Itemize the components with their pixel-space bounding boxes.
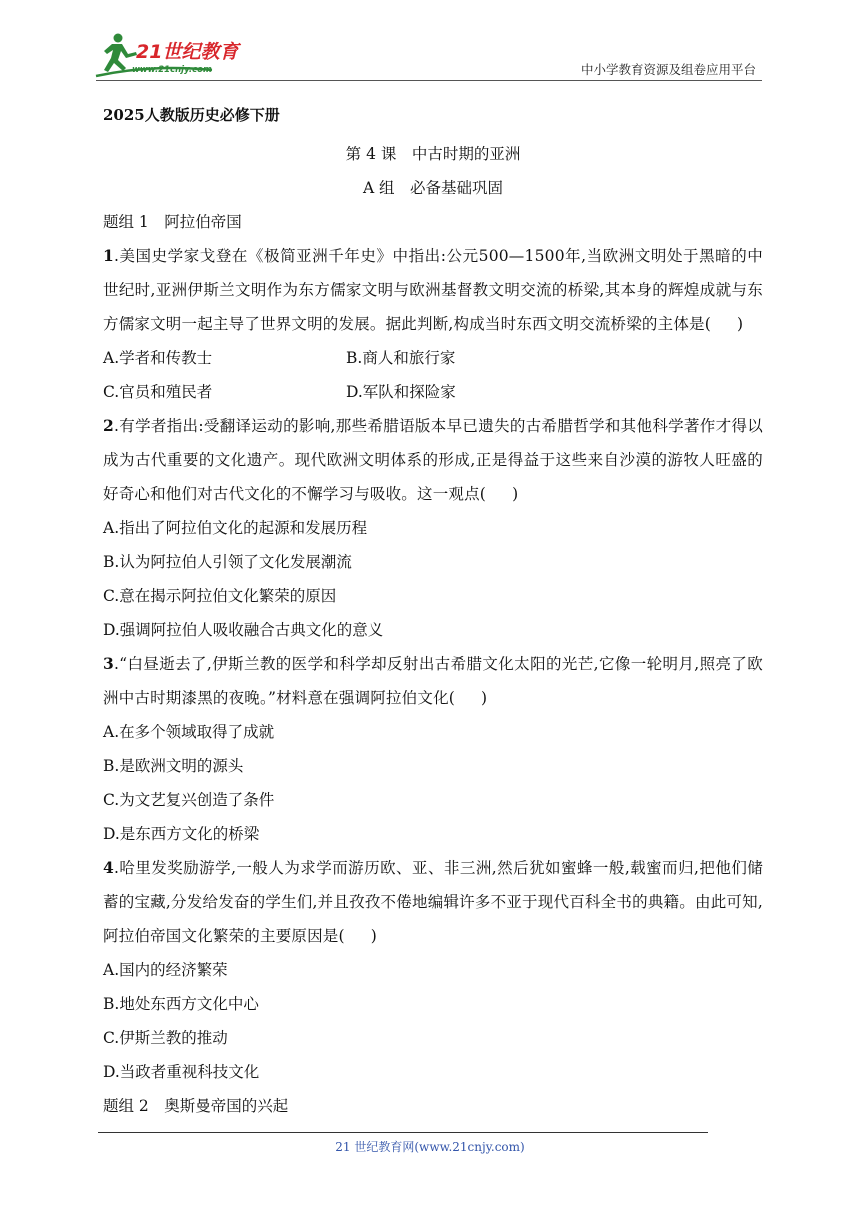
document-body [103, 101, 763, 1123]
section-title: 题组 2 奥斯曼帝国的兴起 [103, 1097, 289, 1115]
option-b[interactable]: B.认为阿拉伯人引领了文化发展潮流 [103, 553, 352, 571]
option-d[interactable]: D.是东西方文化的桥梁 [103, 825, 260, 843]
option-d[interactable]: D.强调阿拉伯人吸收融合古典文化的意义 [103, 621, 384, 639]
question-3 [103, 647, 763, 715]
option-d[interactable]: D.军队和探险家 [346, 383, 456, 401]
question-paren-close: ) [736, 315, 744, 333]
question-paren-close: ) [512, 485, 519, 503]
option-b[interactable]: B.商人和旅行家 [346, 349, 456, 367]
option-b[interactable]: B.是欧洲文明的源头 [103, 757, 244, 775]
header-divider [96, 80, 762, 81]
section-title: 题组 1 阿拉伯帝国 [103, 213, 242, 231]
options-row [103, 341, 763, 375]
question-stem: .哈里发奖励游学,一般人为求学而游历欧、亚、非三洲,然后犹如蜜蜂一般,载蜜而归,把他们储蓄的宝藏,分发给发奋的学生们,并且孜孜不倦地编辑许多不亚于现代百科全书的典籍。由此可知,阿拉伯帝国文化繁荣的主要原因是( [103, 859, 763, 945]
footer-divider [98, 1132, 708, 1133]
question-number: 1 [103, 246, 114, 265]
question-paren-close: ) [370, 927, 377, 945]
logo-url: www.21cnjy.com [132, 65, 212, 75]
question-stem: .有学者指出:受翻译运动的影响,那些希腊语版本早已遗失的古希腊哲学和其他科学著作才得以成为古代重要的文化遗产。现代欧洲文明体系的形成,正是得益于这些来自沙漠的游牧人旺盛的好奇心和他们对古代文化的不懈学习与吸收。这一观点( [103, 417, 763, 503]
question-stem: .美国史学家戈登在《极简亚洲千年史》中指出:公元500—1500年,当欧洲文明处于黑暗的中世纪时,亚洲伊斯兰文明作为东方儒家文明与欧洲基督教文明交流的桥梁,其本身的辉煌成就与东方儒家文明一起主导了世界文明的发展。据此判断,构成当时东西文明交流桥梁的主体是( [103, 247, 763, 333]
lesson-title: 第 4 课 中古时期的亚洲 [345, 145, 521, 163]
question-number: 3 [103, 654, 114, 673]
option-c[interactable]: C.为文艺复兴创造了条件 [103, 791, 275, 809]
book-title: 2025人教版历史必修下册 [103, 106, 280, 124]
group-title: A 组 必备基础巩固 [362, 179, 504, 197]
option-a[interactable]: A.在多个领域取得了成就 [103, 723, 275, 741]
site-logo[interactable] [92, 30, 262, 80]
page-header [0, 0, 860, 90]
question-paren-close: ) [481, 689, 488, 707]
question-number: 4 [103, 858, 114, 877]
question-number: 2 [103, 416, 114, 435]
question-2 [103, 409, 763, 511]
question-stem: .“白昼逝去了,伊斯兰教的医学和科学却反射出古希腊文化太阳的光芒,它像一轮明月,照亮了欧洲中古时期漆黑的夜晚。”材料意在强调阿拉伯文化( [103, 655, 763, 707]
option-b[interactable]: B.地处东西方文化中心 [103, 995, 259, 1013]
option-c[interactable]: C.官员和殖民者 [103, 383, 213, 401]
runner-logo-icon [92, 30, 262, 80]
option-c[interactable]: C.伊斯兰教的推动 [103, 1029, 228, 1047]
question-4 [103, 851, 763, 953]
option-a[interactable]: A.学者和传教士 [103, 349, 213, 367]
question-1 [103, 239, 763, 341]
option-c[interactable]: C.意在揭示阿拉伯文化繁荣的原因 [103, 587, 337, 605]
option-d[interactable]: D.当政者重视科技文化 [103, 1063, 260, 1081]
option-a[interactable]: A.国内的经济繁荣 [103, 961, 228, 979]
footer-link[interactable]: 21 世纪教育网(www.21cnjy.com) [335, 1140, 525, 1154]
option-a[interactable]: A.指出了阿拉伯文化的起源和发展历程 [103, 519, 368, 537]
options-row [103, 375, 763, 409]
logo-text: 21世纪教育 [136, 41, 239, 63]
platform-name: 中小学教育资源及组卷应用平台 [580, 62, 756, 77]
